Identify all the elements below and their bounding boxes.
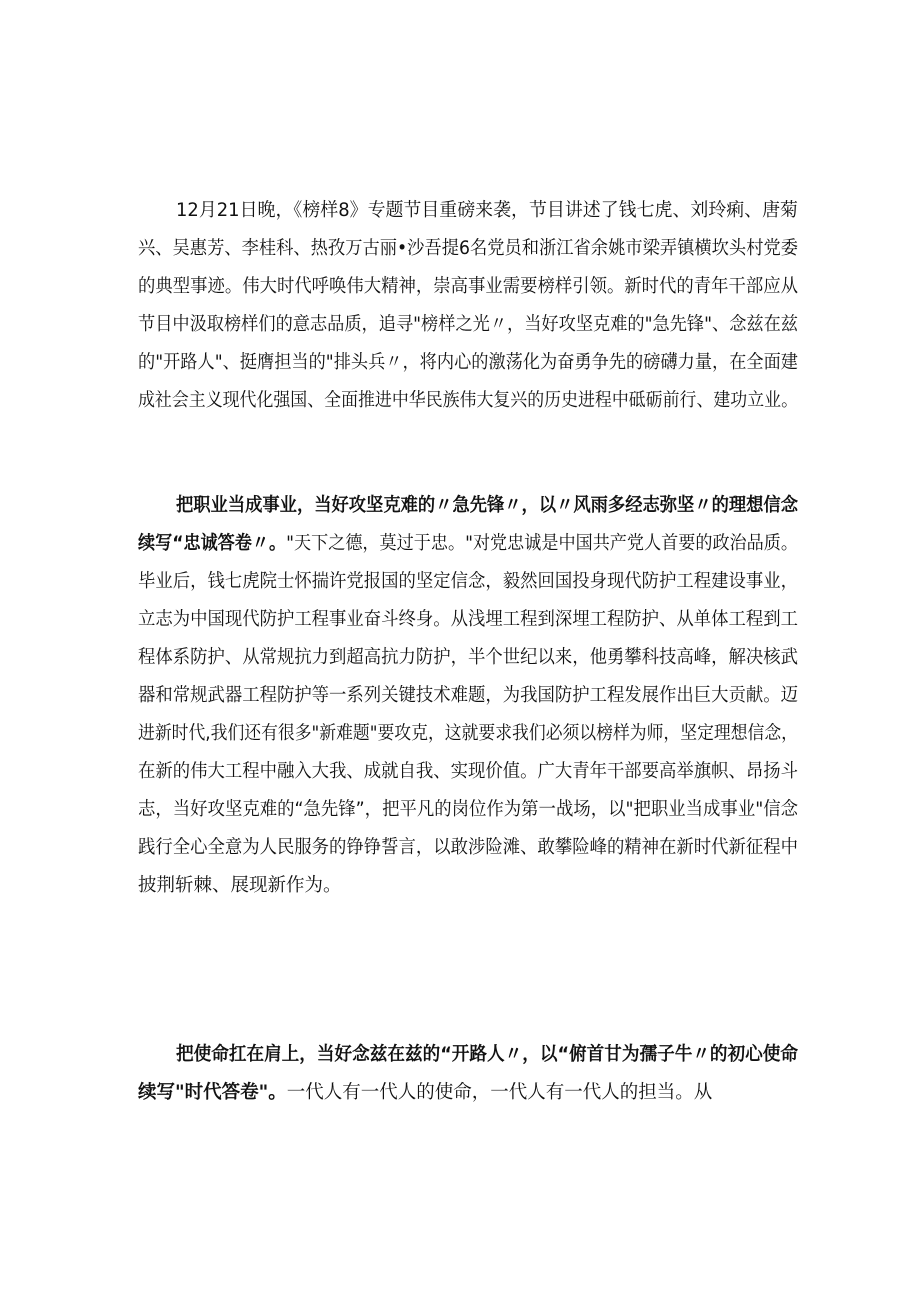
text-line: 的"开路人"、挺膺担当的"排头兵〃，将内心的激荡化为奋勇争先的磅礴力量，在全面建 — [138, 352, 798, 373]
text-line: 兴、吴惠芳、李桂科、热孜万古丽•沙吾提6名党员和浙江省余姚市梁弄镇横坎头村党委 — [138, 238, 798, 259]
text-line: 成社会主义现代化强国、全面推进中华民族伟大复兴的历史进程中砥砺前行、建功立业。 — [138, 390, 798, 411]
text-line: 毕业后，钱七虎院士怀揣许党报国的坚定信念，毅然回国投身现代防护工程建设事业， — [138, 571, 798, 592]
text-line: 12月21日晚，《榜样8》专题节目重磅来袭，节目讲述了钱七虎、刘玲痢、唐菊 — [176, 200, 798, 221]
text-span: 一代人有一代人的使命，一代人有一代人的担当。从 — [286, 1082, 713, 1103]
text-span: "天下之德，莫过于忠。"对党忠诚是中国共产党人首要的政治品质。 — [286, 533, 798, 554]
section-heading-tail: 续写“忠诚答卷〃。 — [138, 533, 287, 554]
text-line: 志，当好攻坚克难的“急先锋”，把平凡的岗位作为第一战场，以"把职业当成事业"信念 — [138, 799, 798, 820]
section-heading-tail: 续写"时代答卷"。 — [138, 1082, 287, 1103]
text-line: 器和常规武器工程防护等一系列关键技术难题，为我国防护工程发展作出巨大贡献。迈 — [138, 685, 798, 706]
paragraph-mission — [138, 1036, 798, 1112]
text-line: 践行全心全意为人民服务的铮铮誓言，以敢涉险滩、敢攀险峰的精神在新时代新征程中 — [138, 837, 798, 858]
text-line: 在新的伟大工程中融入大我、成就自我、实现价值。广大青年干部要高举旗帜、昂扬斗 — [138, 761, 798, 782]
section-heading: 把职业当成事业，当好攻坚克难的〃急先锋〃，以〃风雨多经志弥坚〃的理想信念 — [176, 495, 798, 516]
text-line — [138, 525, 798, 563]
text-line — [138, 1074, 798, 1112]
text-line: 的典型事迹。伟大时代呼唤伟大精神，崇高事业需要榜样引领。新时代的青年干部应从 — [138, 276, 798, 297]
text-line: 节目中汲取榜样们的意志品质，追寻"榜样之光〃，当好攻坚克难的"急先锋"、念兹在兹 — [138, 314, 798, 335]
section-heading: 把使命扛在肩上，当好念兹在兹的“开路人〃，以“俯首甘为孺子牛〃的初心使命 — [176, 1044, 798, 1065]
text-line: 披荆斩棘、展现新作为。 — [138, 875, 342, 896]
text-line: 程体系防护、从常规抗力到超高抗力防护，半个世纪以来，他勇攀科技高峰，解决核武 — [138, 647, 798, 668]
text-line: 进新时代,我们还有很多"新难题"要攻克，这就要求我们必须以榜样为师，坚定理想信念， — [138, 723, 798, 744]
paragraph-career — [138, 487, 798, 905]
paragraph-intro — [138, 192, 798, 420]
text-line: 立志为中国现代防护工程事业奋斗终身。从浅埋工程到深埋工程防护、从单体工程到工 — [138, 609, 798, 630]
